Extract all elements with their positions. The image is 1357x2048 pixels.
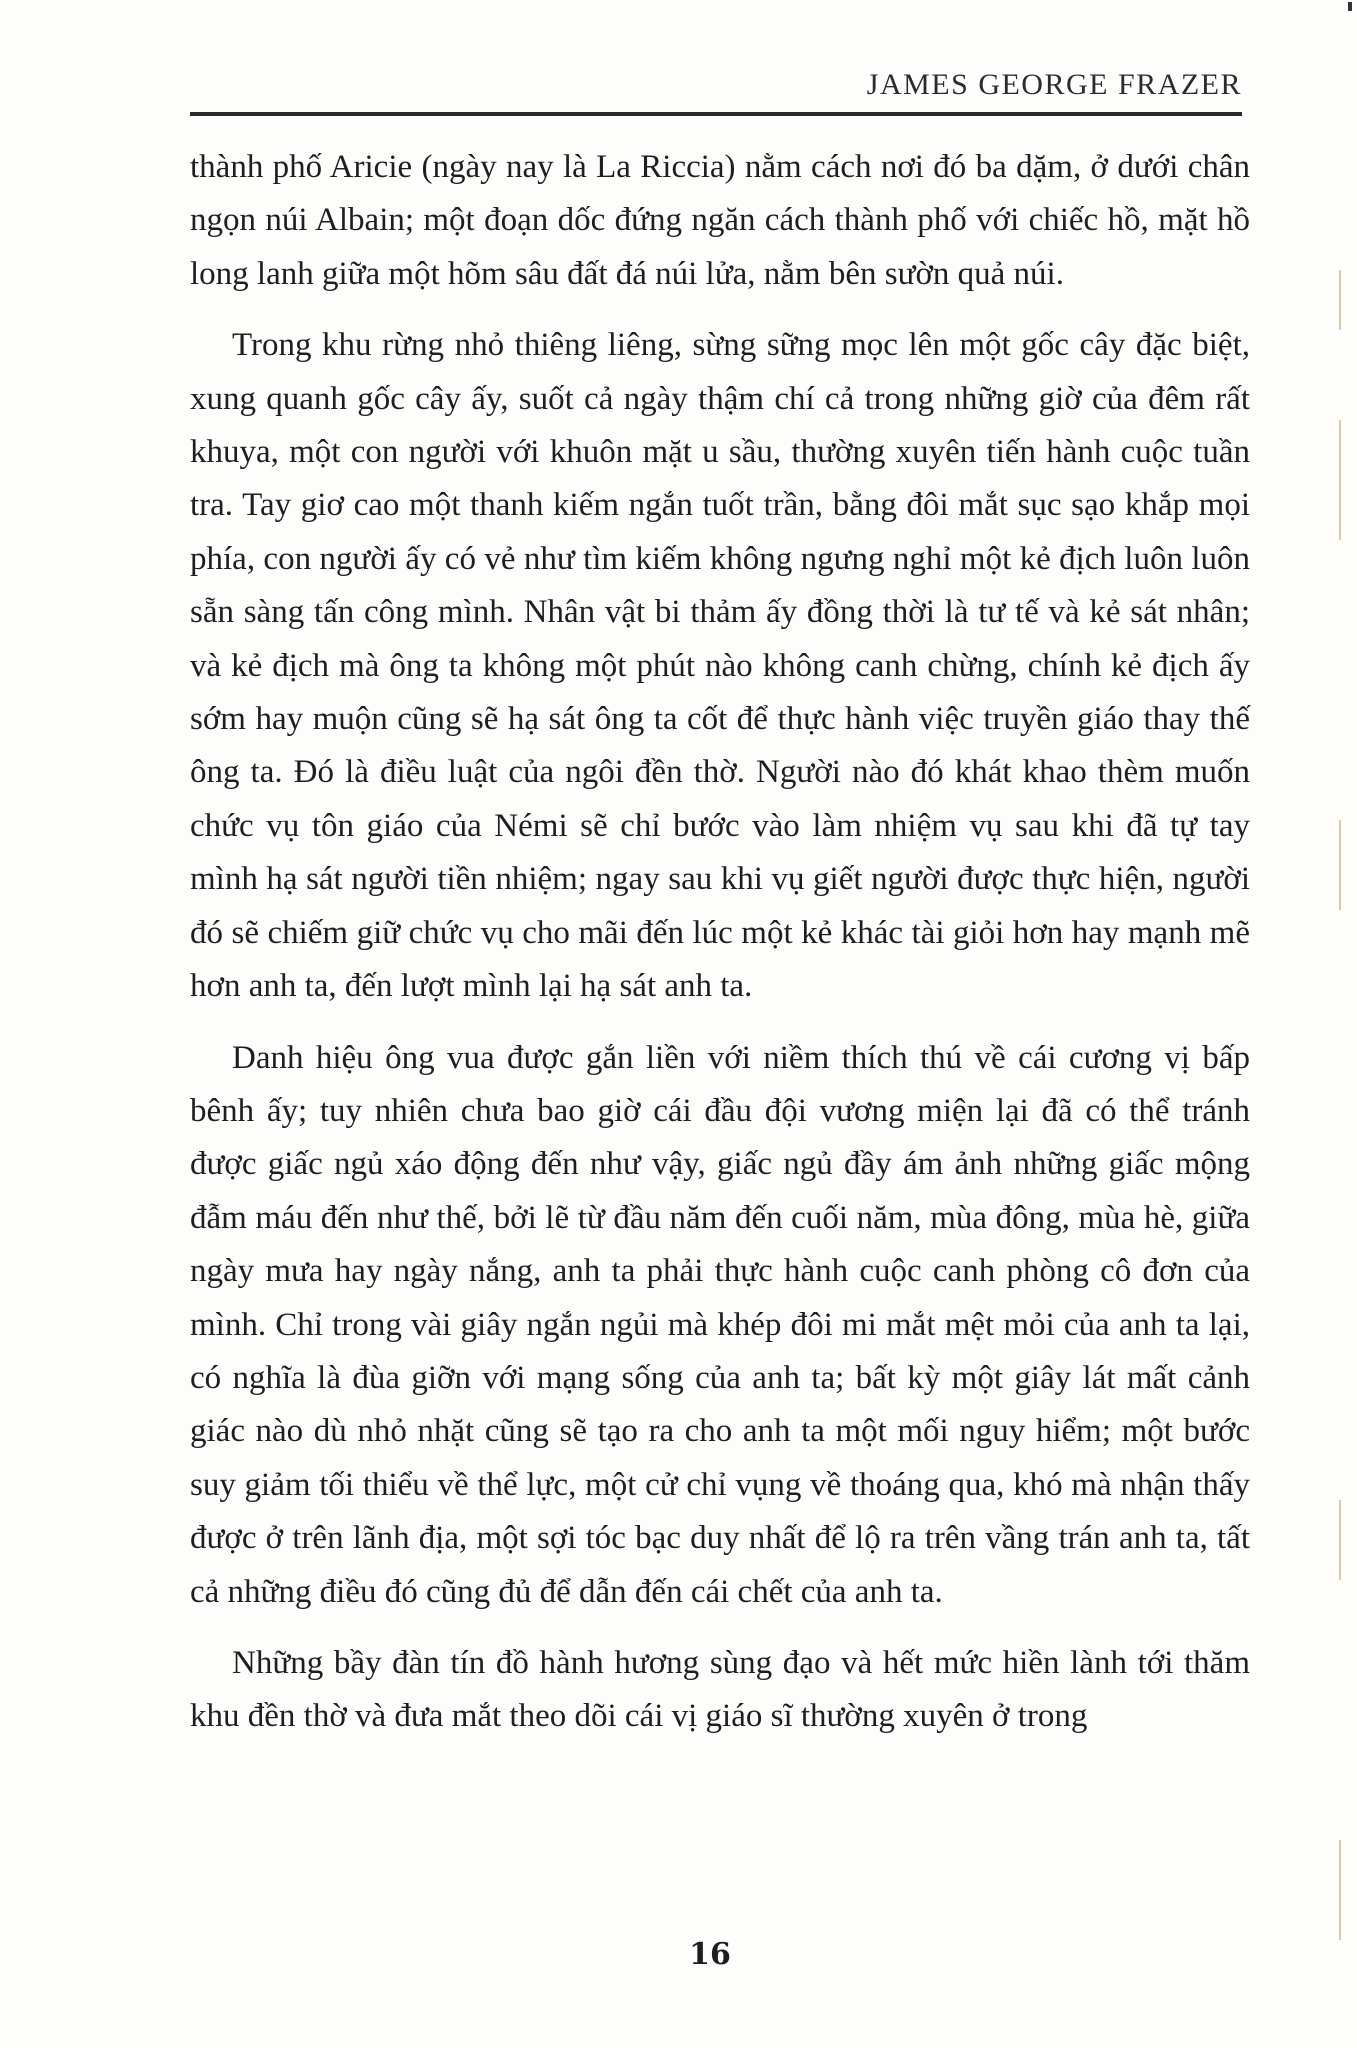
paragraph-1: thành phố Aricie (ngày nay là La Riccia) nằm cách nơi đó ba dặm, ở dưới chân ngọn núi Albain; một đoạn dốc đứng ngăn cách thành phố với chiếc hồ, mặt hồ long lanh giữa một hõm sâu đất đá núi lửa, nằm bên sườn quả núi. <box>190 149 1250 292</box>
running-head: JAMES GEORGE FRAZER <box>866 68 1242 101</box>
page-header <box>190 62 1242 116</box>
paragraph-2: Trong khu rừng nhỏ thiêng liêng, sừng sững mọc lên một gốc cây đặc biệt, xung quanh gốc cây ấy, suốt cả ngày thậm chí cả trong những giờ của đêm rất khuya, một con người với khuôn mặt u sầu, thường xuyên tiến hành cuộc tuần tra. Tay giơ cao một thanh kiếm ngắn tuốt trần, bằng đôi mắt sục sạo khắp mọi phía, con người ấy có vẻ như tìm kiếm không ngưng nghỉ một kẻ địch luôn luôn sẵn sàng tấn công mình. Nhân vật bi thảm ấy đồng thời là tư tế và kẻ sát nhân; và kẻ địch mà ông ta không một phút nào không canh chừng, chính kẻ địch ấy sớm hay muộn cũng sẽ hạ sát ông ta cốt để thực hành việc truyền giáo thay thế ông ta. Đó là điều luật của ngôi đền thờ. Người nào đó khát khao thèm muốn chức vụ tôn giáo của Némi sẽ chỉ bước vào làm nhiệm vụ sau khi đã tự tay mình hạ sát người tiền nhiệm; ngay sau khi vụ giết người được thực hiện, người đó sẽ chiếm giữ chức vụ cho mãi đến lúc một kẻ khác tài giỏi hơn hay mạnh mẽ hơn anh ta, đến lượt mình lại hạ sát anh ta. <box>190 327 1250 1005</box>
page-number: 16 <box>689 1937 731 1972</box>
corner-speck <box>1348 2 1352 11</box>
page-edge-mark <box>1339 1500 1341 1580</box>
body-text <box>190 141 1250 1744</box>
page-edge-mark <box>1339 820 1341 910</box>
paragraph-3: Danh hiệu ông vua được gắn liền với niềm thích thú về cái cương vị bấp bênh ấy; tuy nhiên chưa bao giờ cái đầu đội vương miện lại đã có thể tránh được giấc ngủ xáo động đến như vậy, giấc ngủ đầy ám ảnh những giấc mộng đẫm máu đến như thế, bởi lẽ từ đầu năm đến cuối năm, mùa đông, mùa hè, giữa ngày mưa hay ngày nắng, anh ta phải thực hành cuộc canh phòng cô đơn của mình. Chỉ trong vài giây ngắn ngủi mà khép đôi mi mắt mệt mỏi của anh ta lại, có nghĩa là đùa giỡn với mạng sống của anh ta; bất kỳ một giây lát mất cảnh giác nào dù nhỏ nhặt cũng sẽ tạo ra cho anh ta một mối nguy hiểm; một bước suy giảm tối thiểu về thể lực, một cử chỉ vụng về thoáng qua, khó mà nhận thấy được ở trên lãnh địa, một sợi tóc bạc duy nhất để lộ ra trên vầng trán anh ta, tất cả những điều đó cũng đủ để dẫn đến cái chết của anh ta. <box>190 1039 1250 1610</box>
page-edge-mark <box>1339 270 1341 330</box>
page-edge-mark <box>1339 420 1341 540</box>
paragraph-4: Những bầy đàn tín đồ hành hương sùng đạo và hết mức hiền lành tới thăm khu đền thờ và đưa mắt theo dõi cái vị giáo sĩ thường xuyên ở trong <box>190 1644 1250 1735</box>
page-edge-mark <box>1339 1840 1341 1940</box>
